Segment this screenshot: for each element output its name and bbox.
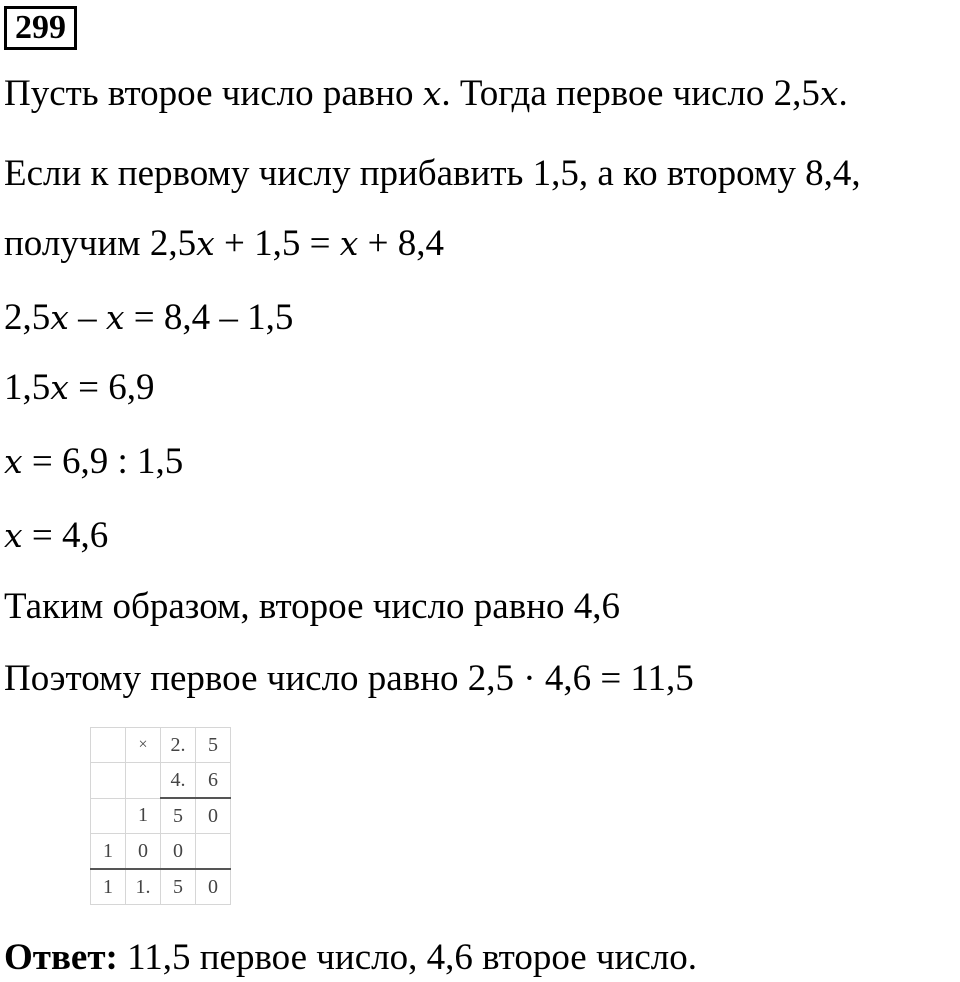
text-line-2: Если к первому числу прибавить 1,5, а ко второму 8,4, (4, 153, 861, 194)
calc-cell (196, 834, 231, 870)
calc-cell: 6 (196, 763, 231, 799)
equation-line-3: получим 2,5x + 1,5 = x + 8,4 (4, 223, 444, 264)
calc-cell: 2. (161, 728, 196, 763)
answer-label: Ответ: (4, 937, 118, 978)
calc-cell: 1. (126, 869, 161, 905)
answer-text: 11,5 первое число, 4,6 второе число. (117, 937, 697, 978)
calc-cell: 4. (161, 763, 196, 799)
calc-row (91, 728, 231, 763)
calc-cell: 0 (161, 834, 196, 870)
calc-cell: 0 (196, 798, 231, 834)
calc-cell: 1 (126, 798, 161, 834)
calc-cell: 1 (91, 834, 126, 870)
calc-row (91, 798, 231, 834)
task-number: 299 (4, 6, 77, 50)
multiplication-table (90, 727, 231, 905)
calc-cell: 0 (196, 869, 231, 905)
calc-cell: 5 (161, 869, 196, 905)
multiply-sign: × (126, 728, 161, 763)
text-line-8: Таким образом, второе число равно 4,6 (4, 586, 620, 627)
equation-line-4: 2,5x – x = 8,4 – 1,5 (4, 297, 294, 338)
calc-cell: 1 (91, 869, 126, 905)
equation-line-5: 1,5x = 6,9 (4, 367, 155, 408)
text-line-9: Поэтому первое число равно 2,5 · 4,6 = 11,5 (4, 658, 694, 699)
calc-cell (91, 728, 126, 763)
calc-row (91, 834, 231, 870)
calc-cell: 0 (126, 834, 161, 870)
text-line-1: Пусть второе число равно x. Тогда первое число 2,5x. (4, 73, 848, 114)
calc-cell (126, 763, 161, 799)
calc-cell: 5 (161, 798, 196, 834)
calc-cell: 5 (196, 728, 231, 763)
calc-row (91, 869, 231, 905)
equation-line-7: x = 4,6 (4, 515, 109, 556)
equation-line-6: x = 6,9 : 1,5 (4, 441, 184, 482)
calc-row (91, 763, 231, 799)
calc-cell (91, 763, 126, 799)
calc-cell (91, 798, 126, 834)
answer-line (4, 936, 697, 980)
